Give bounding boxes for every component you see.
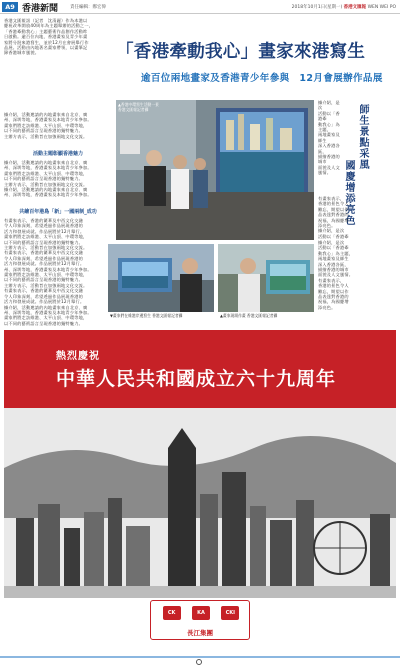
skyline-illustration [4,408,396,598]
body-column-2 [4,218,110,326]
lead-column [4,18,110,56]
page-number-badge: A9 [2,2,18,12]
body-line: 令人印象深刻，希望透過作品展現香港的 [4,255,83,261]
body-line: 面貌及人文風情。 [318,272,354,278]
body-column-1 [4,112,110,139]
body-line: 活動以「香港牽 [318,110,340,122]
ck-group-logo [150,600,250,640]
body-line: 主辦方表示，活動旨在加強兩地文化交流。 [4,282,88,288]
paper-name: 香港文匯報 [343,5,367,10]
body-line: 動我心」為主題， [318,250,354,256]
subhead-1: 活動主題彰顯香港魅力 [32,151,83,157]
photo-3 [218,244,314,312]
body-line: 兩地畫家及師生 [318,132,340,143]
body-line: 州、深圳等地，香港畫家及本地青少年參加。 [4,192,92,198]
body-line: 活力和發展成就。作品展將於12月舉行。 [4,299,85,305]
body-line: 主辦方表示，活動旨在加強兩地文化交流。 [4,181,88,187]
body-line: 難忘，期望以作 [318,206,349,212]
body-line: 以不同的藝術語言呈現香港的獨特魅力。 [4,320,83,326]
right-column-mid [318,196,396,239]
paper-url: WEN WEI PO [367,5,396,10]
body-line: 有畫家表示，香港的繁華及中西文化交融 [4,218,83,223]
body-line: 據介紹，是次 [318,100,340,111]
lead-line: 日啟動。逾百位內地、香港畫家及青少年畫 [4,34,88,40]
right-column-bottom [318,240,396,310]
body-line: 以不同的藝術語言呈現香港的獨特魅力。 [4,239,83,245]
caption-credit: 香港文匯報記者攝 [152,313,183,318]
body-line: 有畫家表示，香港的繁華及中西文化交融 [4,288,83,294]
body-line: 據介紹，是次 [318,228,345,234]
registration-mark [196,659,202,665]
lead-line: 錄香港城市風貌。 [4,50,40,56]
body-line: 面貌及人文風情。 [318,164,340,176]
body-column-1b [4,160,110,198]
body-line: 有畫家表示， [318,196,345,201]
body-line: 添亮色。 [318,304,336,310]
body-line: 活動以「香港牽 [318,245,349,251]
main-photo-illustration [116,100,314,240]
section-title: 香港新聞 [22,4,59,14]
body-line: 畫家們將走訪維港、太平山頂、中環等地， [4,272,88,278]
body-line: 描繪香港的城市 [318,154,340,165]
body-line: 以不同的藝術語言呈現香港的獨特魅力。 [4,277,83,283]
body-line: 以不同的藝術語言呈現香港的獨特魅力。 [4,176,83,182]
photo-caption-3 [220,313,314,318]
body-line: 深入香港各區， [318,261,349,267]
body-line: 香港的景色令人 [318,201,349,207]
body-line: 深入香港各區， [318,143,340,154]
photo-caption-2 [110,313,214,318]
body-line: 令人印象深刻，希望透過作品展現香港的 [4,223,83,229]
body-line: 據介紹，活動邀請的內地畫家來自北京、廣 [4,112,88,117]
body-line: 有畫家表示，香港的繁華及中西文化交融 [4,250,83,256]
body-line: 兩地畫家及師生 [318,256,349,262]
caption-text: ▲畫家現場作畫 [220,313,246,318]
logo-mark: CKI [221,606,239,620]
body-line: 添亮色。 [318,223,336,229]
body-line: 畫家們將走訪維港、太平山頂、中環等地， [4,315,88,321]
body-line: 畫家們將走訪維港、太平山頂、中環等地， [4,170,88,176]
body-line: 活力和發展成就。作品展將於12月舉行。 [4,228,85,234]
group-name: 長江集團 [187,629,213,637]
ad-kicker: 熱烈慶祝 [56,351,100,362]
caption-credit: 香港文匯報記者攝 [246,313,278,318]
body-line: 有畫家表示， [318,277,345,283]
article-deck: 逾百位兩地畫家及香港青少年參與 12月會展辦作品展 [141,73,383,84]
photo-2-illustration [108,244,214,312]
body-line: 香港的景色令人 [318,283,349,289]
body-line: 活力和發展成就。作品展將於12月舉行。 [4,261,85,267]
body-line: 祝福，為國慶增 [318,299,349,305]
body-line: 據介紹，活動邀請的內地畫家來自北京、廣 [4,160,88,165]
body-line: 令人印象深刻，希望透過作品展現香港的 [4,293,83,299]
body-line: 品表達對香港的 [318,294,349,300]
body-line: 據介紹，是次 [318,240,345,245]
article-headline: 「香港牽動我心」畫家來港寫生 [116,42,366,62]
lead-line: 「香港牽動我心」主題藝術作品創作活動昨 [4,28,88,34]
body-line: 州、深圳等地，香港畫家及本地青少年參加。 [4,309,92,315]
body-line: 州、深圳等地，香港畫家及本地青少年參加。 [4,117,92,123]
body-line: 祝福，為國慶增 [318,217,349,223]
body-line: 描繪香港的城市 [318,267,349,273]
subhead-2: 共繪百年港島「新」一國兩制_成功 [19,209,97,215]
logo-mark: CK [163,606,181,620]
vertical-headline-2: 國慶增添亮色 [343,160,354,226]
date-text: 2018年10月1日(星期一) [291,5,343,10]
dateline [292,4,396,10]
body-line: 畫家們將走訪維港、太平山頂、中環等地， [4,122,88,128]
caption-text: ▼畫家們在維港岸邊寫生 [110,313,151,318]
body-line: 主辦方表示，活動旨在加強兩地文化交流。 [4,133,88,139]
ad-title: 中華人民共和國成立六十九周年 [56,368,337,390]
page-header [0,0,400,14]
body-line: 據介紹，活動邀請的內地畫家來自北京、廣 [4,304,88,310]
logo-mark: KA [192,606,210,620]
lead-line: 香港文匯報訊（記者 沈清麗）作為本港以 [4,18,88,23]
caption-credit: 香港文匯報記者攝 [118,107,149,112]
body-line: 以不同的藝術語言呈現香港的獨特魅力。 [4,128,83,134]
photo-2 [108,244,214,312]
body-line: 動我心」為主題， [318,121,340,133]
national-day-ad [4,330,396,650]
ad-red-band [4,330,396,408]
body-line: 州、深圳等地，香港畫家及本地青少年參加。 [4,165,92,171]
body-line: 難忘，期望以作 [318,288,349,294]
body-line: 據介紹，活動邀請的內地畫家來自北京、廣 [4,187,88,193]
body-line: 品表達對香港的 [318,212,349,218]
editor-credit: 責任編輯：鄭宏偉 [70,5,106,10]
logo-marks [157,606,245,622]
photo-3-illustration [218,244,314,312]
lead-line: 品展。活動由內地著名畫家帶領，以畫筆記 [4,45,88,51]
body-line: 主辦方表示，活動旨在加強兩地文化交流。 [4,245,88,251]
right-column-top [318,100,342,176]
photo-caption-1 [118,102,198,112]
lead-line: 慶祝改革開放40周年為主題舉辦的活動之一， [4,23,94,29]
caption-text: ▲香港中環寫生活動一景 [118,102,159,107]
vertical-headline-1: 師生景點采風 [357,104,368,170]
footer-rule [0,656,400,658]
body-line: 畫家們將走訪維港、太平山頂、中環等地， [4,234,88,240]
main-photo [116,100,314,240]
lead-line: 家將分批來港寫生，並於12月在會展舉行作 [4,39,89,45]
body-line: 州、深圳等地，香港畫家及本地青少年參加。 [4,266,92,272]
body-line: 活動以「香港牽 [318,233,349,239]
